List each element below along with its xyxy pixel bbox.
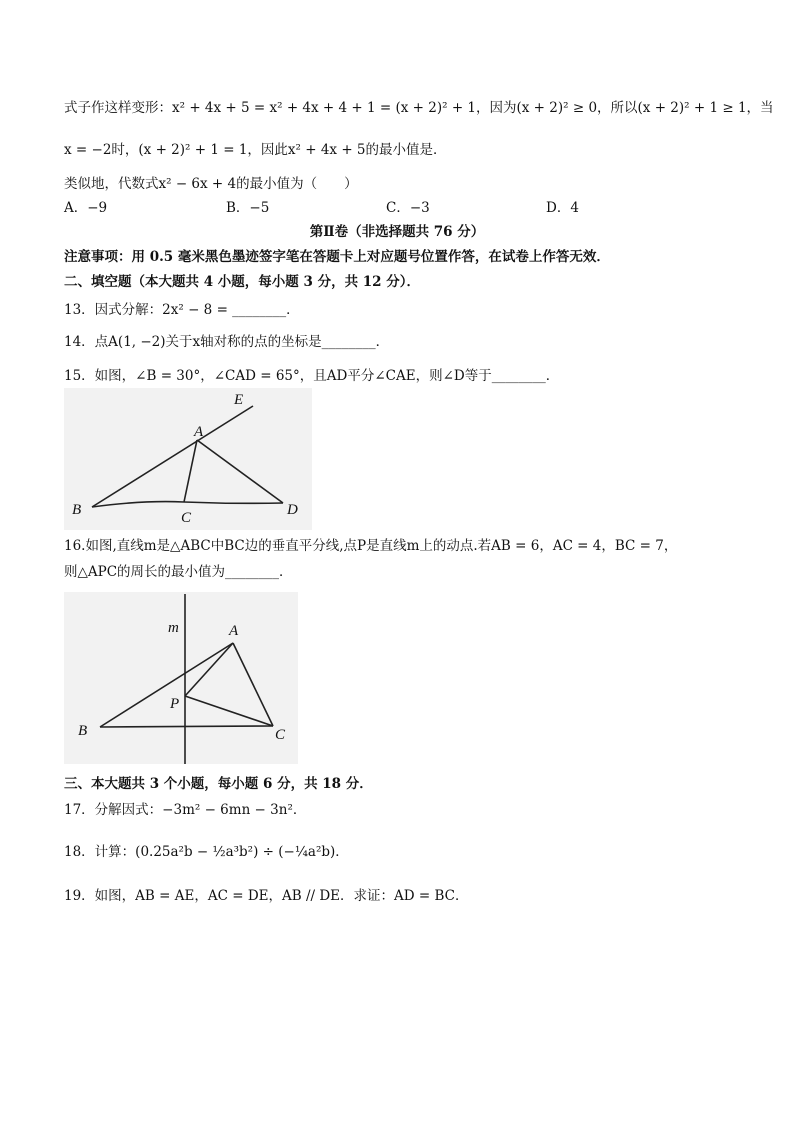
intro-line-1: 式子作这样变形：x² + 4x + 5 = x² + 4x + 4 + 1 = (x + 2)² + 1，因为(x + 2)² ≥ 0，所以(x + 2)² + 1 ≥ 1，当 [64,100,774,116]
option-a: A．−9 [64,200,108,216]
option-d: D．4 [546,200,579,216]
question-15: 15．如图，∠B = 30°，∠CAD = 65°，且AD平分∠CAE，则∠D等于________． [64,368,560,384]
label-c: C [181,510,192,526]
figure-15 [64,388,312,530]
intro-line-3: 类似地，代数式x² − 6x + 4的最小值为（ ） [64,176,358,192]
question-14: 14．点A(1, −2)关于x轴对称的点的坐标是________． [64,334,390,350]
label-b: B [72,502,82,518]
question-18: 18．计算：(0.25a²b − ½a³b²) ÷ (−¼a²b)． [64,844,349,860]
question-16-line-2: 则△APC的周长的最小值为________． [64,564,293,580]
question-19: 19．如图，AB = AE，AC = DE，AB // DE．求证：AD = BC． [64,888,469,904]
figure-16-background [64,592,298,764]
label-b: B [78,723,88,739]
question-13: 13．因式分解：2x² − 8 = ________． [64,302,300,318]
figure-15-background [64,388,312,530]
intro-line-2: x = −2时，(x + 2)² + 1 = 1，因此x² + 4x + 5的最小值是． [64,142,447,158]
label-p: P [170,696,180,712]
option-b: B．−5 [226,200,270,216]
label-d: D [287,502,298,518]
question-17: 17．分解因式：−3m² − 6mn − 3n²． [64,802,307,818]
label-e: E [234,392,244,408]
notice: 注意事项：用 0.5 毫米黑色墨迹签字笔在答题卡上对应题号位置作答，在试卷上作答无效． [64,249,610,265]
label-a: A [194,424,204,440]
section-2-heading: 二、填空题（本大题共 4 小题，每小题 3 分，共 12 分）． [64,274,421,290]
segment-b-c [100,726,273,727]
section-2-title: 第Ⅱ卷（非选择题共 76 分） [309,224,485,240]
figure-16 [64,592,298,764]
question-16-line-1: 16.如图,直线m是△ABC中BC边的垂直平分线,点P是直线m上的动点.若AB = 6，AC = 4，BC = 7， [64,538,678,554]
option-c: C．−3 [386,200,430,216]
label-c: C [275,727,286,743]
section-3-heading: 三、本大题共 3 个小题，每小题 6 分，共 18 分． [64,776,373,792]
label-a: A [229,623,239,639]
label-m: m [168,620,179,636]
